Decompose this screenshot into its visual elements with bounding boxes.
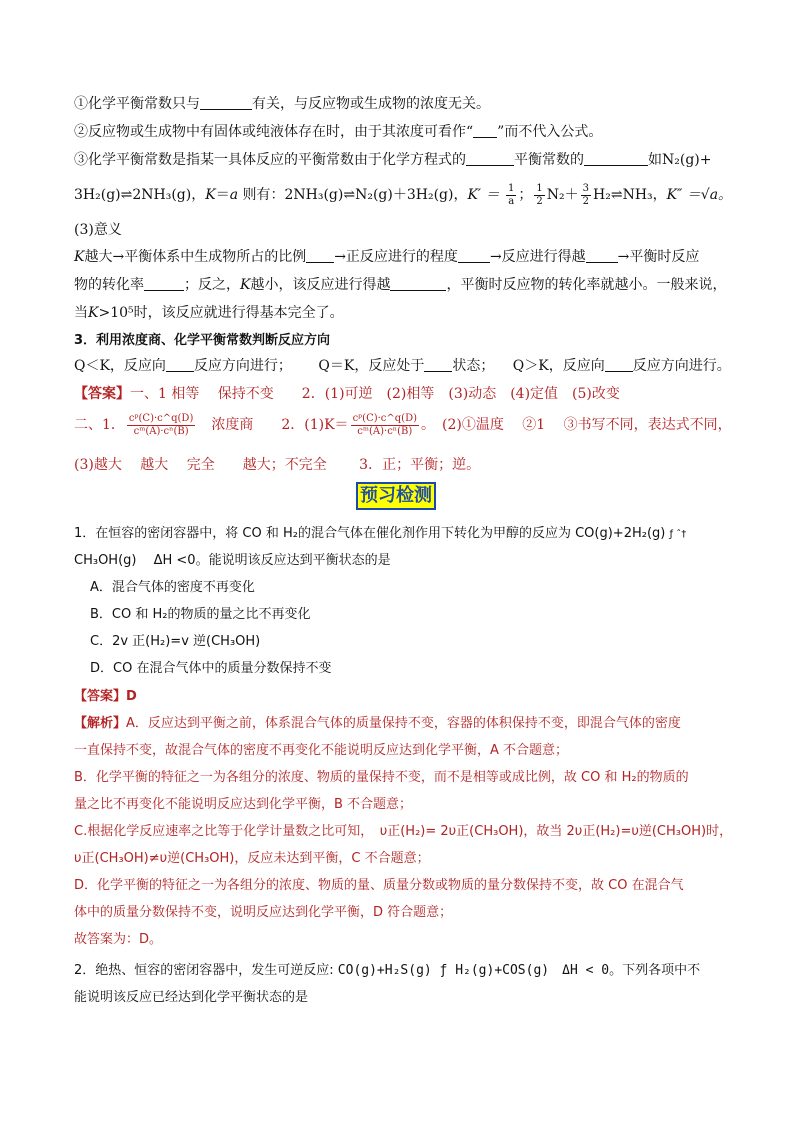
- q1-option-d[interactable]: D．CO 在混合气体中的质量分数保持不变: [90, 661, 332, 676]
- text: ＝: [215, 187, 230, 203]
- text: >10⁵时，该反应就进行得基本完全了。: [98, 305, 344, 321]
- fill-blank: [584, 151, 648, 166]
- text: 3H₂(g)⇌2NH₃(g)，: [74, 187, 206, 203]
- text: a: [229, 187, 239, 203]
- text: 当: [74, 305, 88, 321]
- fill-blank: [424, 357, 452, 372]
- fill-blank: [586, 248, 618, 263]
- q1-stem-line-2: CH₃OH(g) ΔH <0。能说明该反应达到平衡状态的是: [74, 553, 391, 568]
- fill-blank: [390, 276, 446, 291]
- q1-analysis-c1: C.根据化学反应速率之比等于化学计量数之比可知， υ正(H₂)= 2υ正(CH₃OH)，故当 2υ正(H₂)=υ逆(CH₃OH)时，: [74, 824, 733, 839]
- text: A．反应达到平衡之前，体系混合气体的质量保持不变，容器的体积保持不变，即混合气体的密度: [126, 716, 681, 731]
- meaning-line-3: [74, 303, 734, 323]
- fraction: $\frac{\text{cᵖ(C)·c\textasciicircum{}q(D)}}{\text{cᵐ(A)·cⁿ(B)}}$: [352, 412, 417, 437]
- fill-blank: [466, 151, 514, 166]
- equilibrium-arrow-icon: ƒ ˆ†: [669, 529, 687, 540]
- fraction: $\frac{1}{a}$: [508, 182, 515, 207]
- fraction: $\frac{3}{2}$: [582, 182, 590, 207]
- equation: CO(g)+H₂S(g) ƒ H₂(g)+COS(g) ΔH < 0: [337, 963, 610, 978]
- text: 如N₂(g)+: [648, 152, 712, 168]
- answer-line-2: [74, 410, 734, 440]
- q1-analysis-d2: 体中的质量分数保持不变，说明反应达到化学平衡，D 符合题意；: [74, 905, 453, 920]
- text: 越小，该反应进行得越: [250, 277, 391, 293]
- answer-value: D: [126, 689, 137, 704]
- text: ①化学平衡常数只与: [74, 96, 200, 112]
- direction-rules: [74, 356, 734, 376]
- text: 二、1．: [74, 417, 125, 433]
- fill-blank: [166, 357, 194, 372]
- meaning-line-1: [74, 247, 734, 267]
- text: 。下列各项中不: [609, 963, 701, 978]
- text: 状态；: [452, 358, 495, 374]
- text: 2．绝热、恒容的密闭容器中，发生可逆反应:: [74, 963, 338, 978]
- analysis-label: 【解析】: [74, 716, 127, 731]
- intro-line-1: [74, 94, 734, 114]
- q2-stem-line-1: [74, 961, 734, 981]
- text: K: [74, 249, 85, 265]
- text: →正反应进行的程度: [334, 249, 458, 265]
- text: 越大→平衡体系中生成物所占的比例: [84, 249, 307, 265]
- q1-option-b[interactable]: B．CO 和 H₂的物质的量之比不再变化: [90, 607, 311, 622]
- q1-analysis-d1: D．化学平衡的特征之一为各组分的浓度、物质的量、质量分数或物质的量分数保持不变，故 CO 在混合气: [74, 878, 684, 893]
- text: 则有：2NH₃(g)⇌N₂(g)＋3H₂(g)，: [238, 187, 468, 203]
- text: H₂⇌NH₃，: [593, 187, 667, 203]
- text: 反应方向进行；: [193, 358, 292, 374]
- q1-option-c[interactable]: C．2v 正(H₂)=v 逆(CH₃OH): [90, 634, 261, 649]
- text: 有关，与反应物或生成物的浓度无关。: [252, 96, 490, 112]
- answer-label: 【答案】: [74, 386, 130, 402]
- q1-analysis-c2: υ正(CH₃OH)≠υ逆(CH₃OH)，反应未达到平衡，C 不合题意；: [74, 851, 430, 866]
- fraction: $\frac{\text{cᵖ(C)·c\textasciicircum{}q(D)}}{\text{cᵐ(A)·cⁿ(B)}}$: [128, 412, 194, 437]
- q1-analysis-b2: 量之比不再变化不能说明反应达到化学平衡，B 不合题意；: [74, 797, 413, 812]
- intro-line-2: [74, 122, 734, 142]
- text: K: [240, 277, 251, 293]
- q1-analysis-a1: [74, 714, 734, 734]
- text: ②反应物或生成物中有固体或纯液体存在时，由于其浓度可看作“: [74, 124, 474, 140]
- text: 平衡常数的: [514, 152, 584, 168]
- text: →反应进行得越: [489, 249, 586, 265]
- text: 1．在恒容的密闭容器中，将 CO 和 H₂的混合气体在催化剂作用下转化为甲醇的反应为 CO(g)+2H₂(g): [74, 526, 666, 541]
- answer-line-1: [74, 384, 734, 404]
- q1-analysis-a2: 一直保持不变，故混合气体的密度不再变化不能说明反应达到化学平衡，A 不合题意；: [74, 743, 569, 758]
- intro-line-4: [74, 182, 734, 208]
- text: ，平衡时反应物的转化率就越小。一般来说，: [446, 277, 727, 293]
- answer-label: 【答案】: [74, 689, 127, 704]
- text: 反应方向进行。: [632, 358, 731, 374]
- meaning-heading: (3)意义: [74, 222, 122, 238]
- section-3-heading: 3．利用浓度商、化学平衡常数判断反应方向: [74, 333, 331, 348]
- text: →平衡时反应: [617, 249, 700, 265]
- q1-option-a[interactable]: A．混合气体的密度不再变化: [90, 580, 255, 595]
- preview-check-banner: 预习检测: [356, 482, 436, 510]
- fill-blank: [605, 357, 633, 372]
- text: K″ ＝√a。: [666, 187, 733, 203]
- q2-stem-line-2: 能说明该反应已经达到化学平衡状态的是: [74, 990, 309, 1005]
- fill-blank: [473, 123, 497, 138]
- text: ③化学平衡常数是指某一具体反应的平衡常数由于化学方程式的: [74, 152, 466, 168]
- q1-analysis-b1: B．化学平衡的特征之一为各组分的浓度、物质的量保持不变，而不是相等或成比例，故 CO 和 H₂的物质的: [74, 770, 689, 785]
- intro-line-3: [74, 150, 734, 170]
- text: Q＞K，反应向: [512, 358, 605, 374]
- text: 。 (2)①温度 ②1 ③书写不同，表达式不同，: [421, 417, 732, 433]
- text: 物的转化率: [74, 277, 144, 293]
- text: ；: [518, 187, 533, 203]
- fill-blank: [458, 248, 490, 263]
- text: 浓度商 2．(1)K＝: [211, 417, 349, 433]
- fraction: $\frac{1}{2}$: [536, 182, 543, 207]
- fill-blank: [306, 248, 334, 263]
- text: Q＜K，反应向: [74, 358, 166, 374]
- text: K: [88, 305, 99, 321]
- text: Q＝K，反应处于: [318, 358, 425, 374]
- fill-blank: [144, 276, 184, 291]
- text: ；反之，: [184, 277, 240, 293]
- text: N₂＋: [546, 187, 579, 203]
- fill-blank: [200, 95, 252, 110]
- text: K: [205, 187, 216, 203]
- meaning-line-2: [74, 275, 734, 295]
- text: K′ ＝: [467, 187, 500, 203]
- q1-answer: [74, 687, 734, 707]
- q1-stem-line-1: [74, 524, 734, 545]
- text: 一、1 相等 保持不变 2．(1)可逆 (2)相等 (3)动态 (4)定值 (5)改变: [130, 386, 620, 402]
- q1-conclusion: 故答案为：D。: [74, 932, 163, 947]
- answer-line-3: (3)越大 越大 完全 越大；不完全 3．正；平衡；逆。: [74, 457, 481, 473]
- text: ”而不代入公式。: [497, 124, 603, 140]
